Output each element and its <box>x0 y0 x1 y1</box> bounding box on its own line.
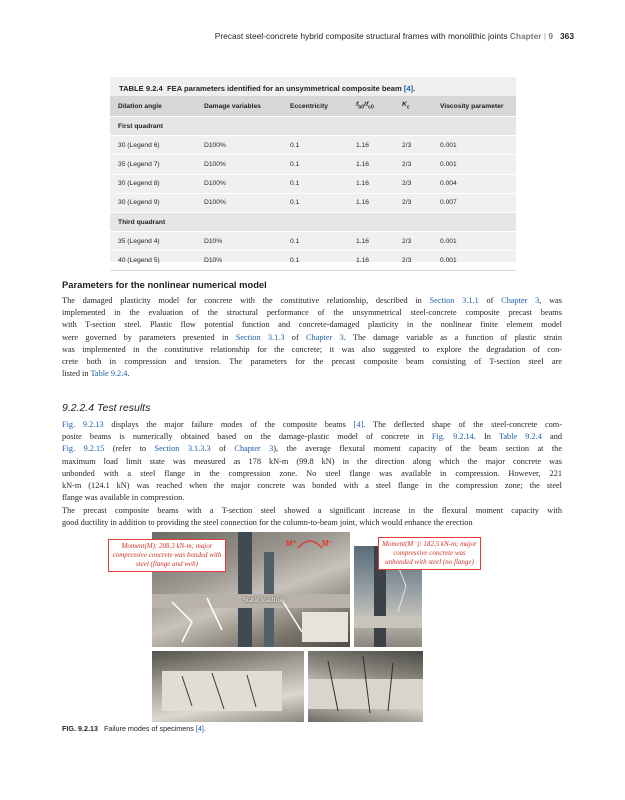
table-cell: D10% <box>196 232 282 251</box>
table-caption-text: FEA parameters identified for an unsymmetrical composite beam <box>166 84 402 93</box>
fea-parameters-table <box>110 96 516 271</box>
col-viscosity-parameter: Viscosity parameter <box>432 96 516 117</box>
table-section-row <box>110 117 516 136</box>
table-caption-end: . <box>413 84 416 93</box>
text-line: The precast composite beams with a T-section steel showed a significant increase in the flexural moment capacity with <box>62 506 562 515</box>
table-cell: 35 (Legend 7) <box>110 155 196 174</box>
text-line: good ductility in addition to providing the steel connection for the column-to-beam joint, which would enhance the erection <box>62 518 473 528</box>
label-m-minus: M⁻ <box>322 539 333 548</box>
photo-crack-pattern-right <box>308 651 423 722</box>
table-cell: 2/3 <box>394 155 432 174</box>
table-cell: 0.1 <box>282 136 348 155</box>
text-line: with T-section steel. Plastic flow potential function and concrete-damaged plasticity in the nonlinear finite element model <box>62 320 562 330</box>
table-caption <box>119 84 415 93</box>
table-caption-ref-link[interactable]: [4] <box>403 84 414 93</box>
text-line: flange was available in compression. <box>62 493 185 503</box>
table-cell: 2/3 <box>394 136 432 155</box>
paragraph-test-results <box>62 419 562 504</box>
table-cell: 30 (Legend 8) <box>110 174 196 193</box>
figure-caption-end: . <box>203 724 206 733</box>
text-line: unbonded with a steel flange in the compression zone. No steel flange was available in compression. However, 221 <box>62 468 562 478</box>
text-line: maximum load limit state was measured as 178 kN-m (99.8 kN) in the direction along which the major concrete was <box>62 456 562 466</box>
chapter-label: Chapter <box>509 31 542 41</box>
table-cell: 1.16 <box>348 251 394 270</box>
table-cell: 0.1 <box>282 155 348 174</box>
col-dilation-angle: Dilation angle <box>110 96 196 117</box>
table-row <box>110 174 516 193</box>
cross-reference-link[interactable]: Table 9.2.4 <box>498 432 542 442</box>
col-fb0-fc0: $f_{b0}/f_{c0}$ <box>348 96 394 117</box>
paragraph-nonlinear-model <box>62 295 562 380</box>
cross-reference-link[interactable]: Fig. 9.2.15 <box>62 444 105 454</box>
text-line: The damaged plasticity model for concrete with the constitutive relationship, described in Section 3.1.1 of Chapter 3, was <box>62 296 562 305</box>
cross-reference-link[interactable]: Fig. 9.2.13 <box>62 420 104 429</box>
table-number: TABLE 9.2.4 <box>119 84 163 93</box>
cross-reference-link[interactable]: Chapter 3 <box>234 444 274 454</box>
cross-reference-link[interactable]: Table 9.2.4 <box>90 369 128 379</box>
table-cell: 0.001 <box>432 251 516 270</box>
table-cell: 2/3 <box>394 251 432 270</box>
table-cell: 2/3 <box>394 232 432 251</box>
page-number: 363 <box>560 31 574 41</box>
paragraph-ductility <box>62 505 562 529</box>
col-eccentricity: Eccentricity <box>282 96 348 117</box>
table-cell: 0.1 <box>282 174 348 193</box>
table-row <box>110 232 516 251</box>
text-line: crete both in compression and tension. The parameters for the precast composite beam consisting of T-section steel are <box>62 357 562 367</box>
text-line: were governed by parameters presented in Section 3.1.3 of Chapter 3. The damage variable as a function of plastic strain <box>62 332 562 342</box>
cross-reference-link[interactable]: Chapter 3 <box>501 296 540 305</box>
col-damage-variables: Damage variables <box>196 96 282 117</box>
cross-reference-link[interactable]: [4] <box>353 420 364 429</box>
running-title: Precast steel-concrete hybrid composite structural frames with monolithic joints <box>214 31 508 41</box>
table-cell: D100% <box>196 136 282 155</box>
table-cell: 1.16 <box>348 232 394 251</box>
crack-sketch-right <box>308 651 423 722</box>
table-cell: 1.16 <box>348 155 394 174</box>
callout-negative-moment: Moment(M⁻): 182.5 kN-m; major compressive concrete was unbonded with steel (no flange) <box>378 537 481 570</box>
header-separator: | <box>543 31 547 41</box>
text-line: implemented in the evaluation of the structural performance of the unsymmetrical steel-concrete composite precast beams <box>62 308 562 318</box>
table-row <box>110 251 516 270</box>
figure-caption-text: Failure modes of specimens <box>103 724 194 733</box>
table-row <box>110 155 516 174</box>
table-cell: 30 (Legend 9) <box>110 193 196 212</box>
table-section-row <box>110 212 516 231</box>
table-header-row <box>110 96 516 117</box>
text-line: Fig. 9.2.15 (refer to Section 3.1.3.3 of Chapter 3), the average flexural moment capacity of the beam section at the <box>62 444 562 454</box>
cross-reference-link[interactable]: Chapter 3 <box>306 332 344 342</box>
table-cell: 1.16 <box>348 136 394 155</box>
table-cell: 1.16 <box>348 193 394 212</box>
table-cell: 1.16 <box>348 174 394 193</box>
table-body <box>110 117 516 271</box>
figure-number: FIG. 9.2.13 <box>62 724 98 733</box>
table-cell: 40 (Legend 5) <box>110 251 196 270</box>
static-loadings-label: Static loadings <box>243 596 286 604</box>
text-line: kN-m (124.1 kN) was reached when the major concrete was bonded with a steel flange in the compression zone; the steel <box>62 481 562 491</box>
table-cell: 2/3 <box>394 174 432 193</box>
table-cell: D100% <box>196 155 282 174</box>
table-cell: 0.1 <box>282 232 348 251</box>
callout-positive-moment: Moment(M): 208.3 kN-m; major compressive concrete was bonded with steel (flange and web) <box>108 539 226 572</box>
figure-caption <box>62 724 206 733</box>
table-cell: D100% <box>196 193 282 212</box>
text-line: Fig. 9.2.13 displays the major failure modes of the composite beams [4]. The deflected shape of the steel-concrete com- <box>62 420 562 429</box>
table-section-title: First quadrant <box>110 117 516 136</box>
table-cell: 0.001 <box>432 136 516 155</box>
table-cell: 0.1 <box>282 251 348 270</box>
col-kc: $K_c$ <box>394 96 432 117</box>
chapter-number: 9 <box>548 31 554 41</box>
moment-arrows <box>286 534 346 554</box>
text-line: posite beams is numerically obtained based on the damage-plastic model of concrete in Fig. 9.2.14. In Table 9.2.4 and <box>62 432 562 442</box>
subsection-heading: 9.2.2.4 Test results <box>62 402 151 414</box>
figure-failure-modes <box>108 532 516 722</box>
cross-reference-link[interactable]: Section 3.1.3.3 <box>154 444 211 454</box>
table-cell: 0.004 <box>432 174 516 193</box>
table-section-title: Third quadrant <box>110 212 516 231</box>
section-heading: Parameters for the nonlinear numerical model <box>62 279 267 290</box>
table-cell: 0.1 <box>282 193 348 212</box>
text-line: was implemented in the constitutive relationship for the concrete; it was also suggested to explore the degradation of con- <box>62 344 562 354</box>
table-row <box>110 193 516 212</box>
table-cell: 35 (Legend 4) <box>110 232 196 251</box>
cross-reference-link[interactable]: Section 3.1.1 <box>429 296 479 305</box>
photo-crack-pattern-left <box>152 651 304 722</box>
table-cell: 0.001 <box>432 232 516 251</box>
table-cell: D100% <box>196 174 282 193</box>
cross-reference-link[interactable]: Section 3.1.3 <box>235 332 285 342</box>
table-row <box>110 136 516 155</box>
table-cell: 0.001 <box>432 155 516 174</box>
text-line: listed in Table 9.2.4. <box>62 369 130 379</box>
table-cell: 0.007 <box>432 193 516 212</box>
table-cell: 30 (Legend 6) <box>110 136 196 155</box>
label-m-plus: M⁺ <box>286 539 297 548</box>
cross-reference-link[interactable]: Fig. 9.2.14 <box>431 432 474 442</box>
table-cell: D10% <box>196 251 282 270</box>
crack-sketch-left <box>152 651 304 722</box>
running-header <box>0 31 574 41</box>
table-cell: 2/3 <box>394 193 432 212</box>
figure-caption-ref-link[interactable]: [4] <box>195 724 204 733</box>
